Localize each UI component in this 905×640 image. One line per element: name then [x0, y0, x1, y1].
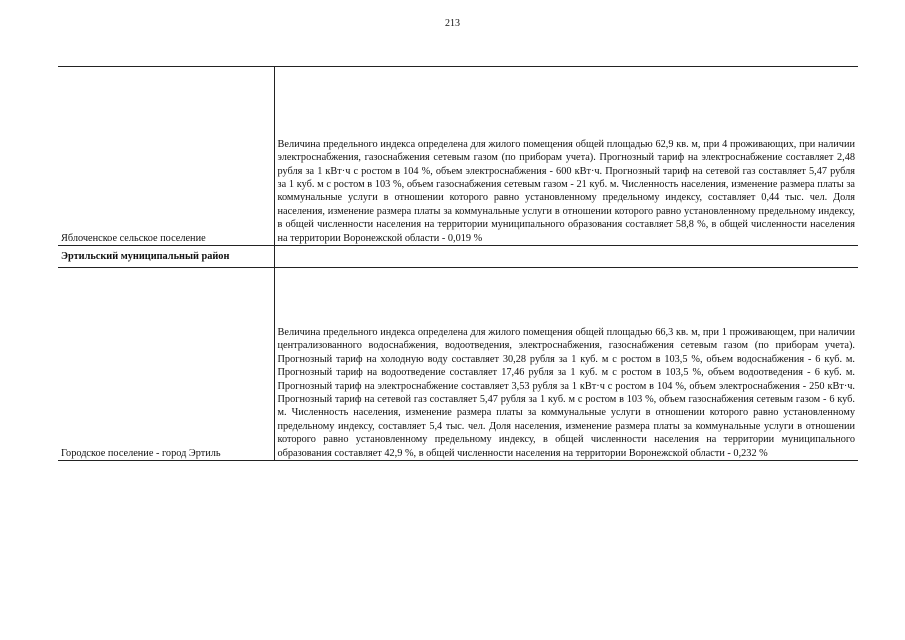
description-text: Величина предельного индекса определена для жилого помещения общей площадью 66,3 кв. м, при 1 проживающем, при наличии централизованного водоснабжения, водоотведения, электроснабжения, газоснабжения сетевым газом (по приборам учета). Прогнозный тариф на холодную воду составляет 30,28 рубля за 1 куб. м с ростом в 103,5 %, объем водоснабжения - 6 куб. м. Прогнозный тариф на водоотведение составляет 17,46 рубля за 1 куб. м с ростом в 103,5 %, объем водоотведения - 6 куб. м. Прогнозный тариф на электроснабжение составляет 3,53 рубля за 1 кВт·ч с ростом в 104 %, объем электроснабжения - 250 кВт·ч. Прогнозный тариф на сетевой газ составляет 5,47 рубля за 1 куб. м с ростом в 103 %, объем газоснабжения сетевым газом - 6 куб. м. Численность населения, изменение размера платы за коммунальные услуги в отношении которого равно установленному предельному индексу, составляет 5,4 тыс. чел. Доля населения, изменение размера платы за коммунальные услуги в отношении которого равно установленному предельному индексу, в общей численности населения на территории муниципального образования составляет 42,9 %, в общей численности населения на территории Воронежской области - 0,232 %	[277, 326, 855, 459]
table-row	[58, 67, 858, 246]
settlement-name: Городское поселение - город Эртиль	[58, 268, 274, 461]
description-text: Величина предельного индекса определена для жилого помещения общей площадью 62,9 кв. м, при 4 проживающих, при наличии электроснабжения, газоснабжения сетевым газом (по приборам учета). Прогнозный тариф на электроснабжение составляет 2,48 рубля за 1 кВт·ч с ростом в 104 %, объем электроснабжения - 600 кВт·ч. Прогнозный тариф на сетевой газ составляет 5,47 рубля за 1 куб. м с ростом в 103 %, объем газоснабжения сетевым газом - 21 куб. м. Численность населения, изменение размера платы за коммунальные услуги в отношении которого равно установленному предельному индексу, составляет 0,44 тыс. чел. Доля населения, изменение размера платы за коммунальные услуги в отношении которого равно установленному предельному индексу, в общей численности населения на территории муниципального образования составляет 58,8 %, в общей численности населения на территории Воронежской области - 0,019 %	[277, 138, 855, 244]
table-row	[58, 268, 858, 461]
settlement-name: Яблоченское сельское поселение	[58, 67, 274, 246]
empty-cell	[274, 246, 858, 268]
index-table	[58, 66, 858, 461]
table-row-district	[58, 246, 858, 268]
index-description	[274, 67, 858, 246]
index-description	[274, 268, 858, 461]
district-name: Эртильский муниципальный район	[58, 246, 274, 268]
page-number: 213	[445, 18, 460, 29]
